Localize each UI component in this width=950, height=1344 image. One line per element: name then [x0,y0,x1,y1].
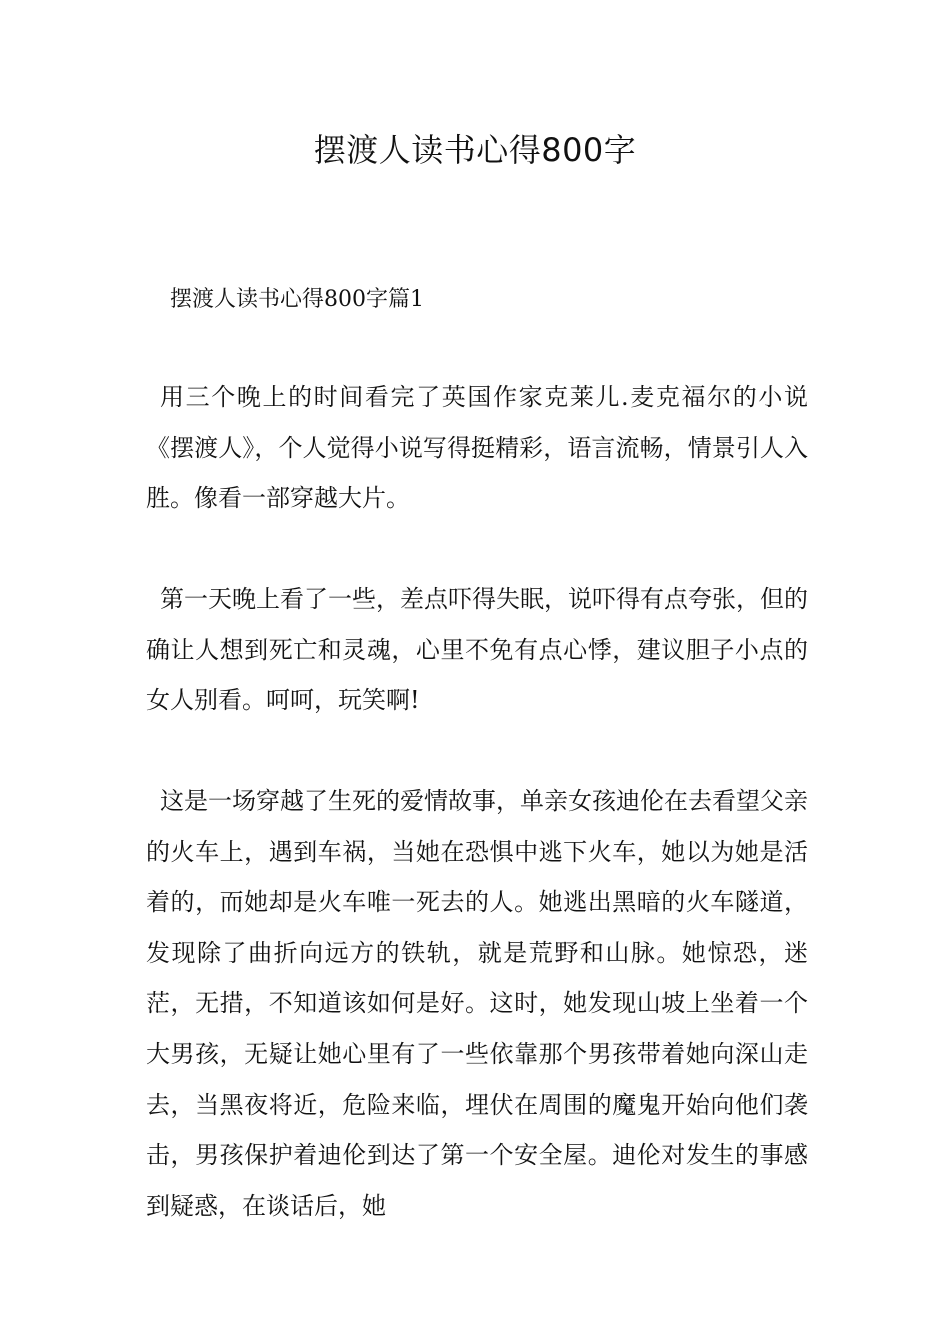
paragraph-3: 这是一场穿越了生死的爱情故事，单亲女孩迪伦在去看望父亲的火车上，遇到车祸，当她在恐惧中逃下火车，她以为她是活着的，而她却是火车唯一死去的人。她逃出黑暗的火车隧道，发现除了曲折向远方的铁轨，就是荒野和山脉。她惊恐，迷茫，无措，不知道该如何是好。这时，她发现山坡上坐着一个大男孩，无疑让她心里有了一些依靠那个男孩带着她向深山走去，当黑夜将近，危险来临，埋伏在周围的魔鬼开始向他们袭击，男孩保护着迪伦到达了第一个安全屋。迪伦对发生的事感到疑惑，在谈话后，她 [146,787,808,1220]
paragraph-2: 第一天晚上看了一些，差点吓得失眠，说吓得有点夸张，但的确让人想到死亡和灵魂，心里不免有点心悸，建议胆子小点的女人别看。呵呵，玩笑啊! [146,585,808,715]
paragraph-1: 用三个晚上的时间看完了英国作家克莱儿.麦克福尔的小说《摆渡人》，个人觉得小说写得挺精彩，语言流畅，情景引人入胜。像看一部穿越大片。 [146,383,808,513]
document-title: 摆渡人读书心得800字 [313,131,637,169]
section-heading: 摆渡人读书心得800字篇1 [170,287,424,312]
